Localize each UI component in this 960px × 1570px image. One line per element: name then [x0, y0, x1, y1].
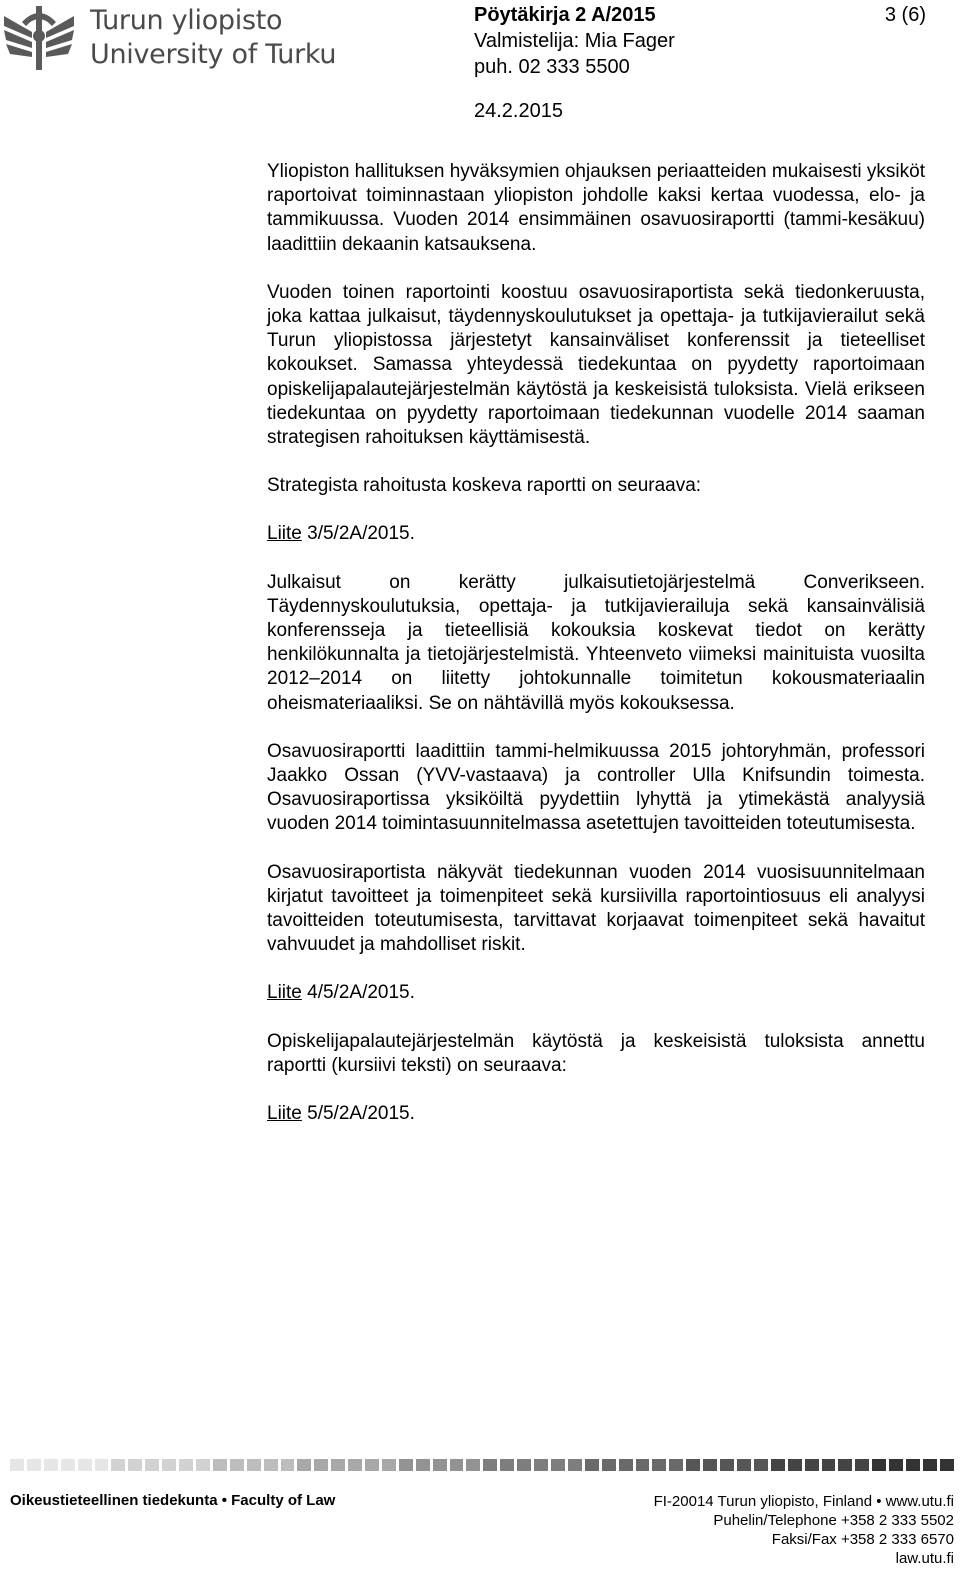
attachment-label: Liite	[267, 982, 302, 1004]
footer-bar-segment	[822, 1459, 836, 1471]
footer-bar-segment	[855, 1459, 869, 1471]
university-logo	[0, 0, 337, 80]
attachment-reference-3	[267, 1102, 925, 1126]
footer-bar-segment	[636, 1459, 650, 1471]
footer-bar-segment	[534, 1459, 548, 1471]
paragraph-4: Julkaisut on kerätty julkaisutietojärjestelmä Converikseen. Täydennyskoulutuksia, opettaja- ja tutkijavierailuja sekä kansainvälisiä konferensseja ja tieteellisiä kokouksia koskevat tiedot on kerätty henkilökunnalta ja tietojärjestelmistä. Yhteenveto viimeksi mainituista vuosilta 2012–2014 on liitetty johtokunnalle toimitetun kokousmateriaalin oheismateriaaliksi. Se on nähtävillä myös kokouksessa.	[267, 571, 925, 714]
footer-bar-segment	[382, 1459, 396, 1471]
document-title: Pöytäkirja 2 A/2015	[474, 4, 656, 26]
footer-bar-segment	[805, 1459, 819, 1471]
footer-bar-segment	[889, 1459, 903, 1471]
footer-bar-segment	[247, 1459, 261, 1471]
footer-bar-segment	[44, 1459, 58, 1471]
attachment-label: Liite	[267, 523, 302, 545]
footer-bar-segment	[872, 1459, 886, 1471]
footer-bar-segment	[500, 1459, 514, 1471]
telephone: Puhelin/Telephone +358 2 333 5502	[713, 1512, 954, 1529]
footer-bar-segment	[433, 1459, 447, 1471]
contact-info	[654, 1492, 954, 1568]
footer-bar-segment	[331, 1459, 345, 1471]
university-name-fi: Turun yliopisto	[90, 5, 283, 36]
footer-bar-segment	[230, 1459, 244, 1471]
footer-bar-segment	[923, 1459, 937, 1471]
footer-bar-segment	[213, 1459, 227, 1471]
footer-bar-segment	[737, 1459, 751, 1471]
footer-bar-segment	[111, 1459, 125, 1471]
footer-bar-segment	[652, 1459, 666, 1471]
footer-bar-segment	[720, 1459, 734, 1471]
university-name	[90, 4, 336, 72]
university-name-en: University of Turku	[90, 39, 337, 70]
footer-bar-segment	[416, 1459, 430, 1471]
document-date: 24.2.2015	[474, 100, 563, 122]
paragraph-7: Opiskelijapalautejärjestelmän käytöstä ja keskeisistä tuloksista annettu raportti (kursiivi teksti) on seuraava:	[267, 1030, 925, 1076]
paragraph-2: Vuoden toinen raportointi koostuu osavuosiraportista sekä tiedonkeruusta, joka kattaa julkaisut, täydennyskoulutukset ja opettaja- ja tutkijavierailut sekä Turun yliopistossa järjestetyt kansainväliset konferenssit ja tieteelliset kokoukset. Samassa yhteydessä tiedekuntaa on pyydetty raportoimaan opiskelijapalautejärjestelmän käytöstä ja keskeisistä tuloksista. Vielä erikseen tiedekuntaa on pyydetty raportoimaan tiedekunnan vuodelle 2014 saaman strategisen rahoituksen käyttämisestä.	[267, 281, 925, 449]
phone-number: puh. 02 333 5500	[474, 56, 630, 78]
footer-bar-segment	[771, 1459, 785, 1471]
footer-bar-segment	[61, 1459, 75, 1471]
footer-bar-segment	[179, 1459, 193, 1471]
website: law.utu.fi	[895, 1550, 954, 1567]
footer-bar-segment	[483, 1459, 497, 1471]
footer-bar-segment	[585, 1459, 599, 1471]
footer-bar-segment	[838, 1459, 852, 1471]
footer-bar-segment	[95, 1459, 109, 1471]
footer-bar-segment	[906, 1459, 920, 1471]
footer-bar-segment	[297, 1459, 311, 1471]
footer-bar-segment	[281, 1459, 295, 1471]
footer-bar-segment	[450, 1459, 464, 1471]
footer-bar-segment	[754, 1459, 768, 1471]
footer-bar-segment	[551, 1459, 565, 1471]
document-body	[267, 160, 925, 1150]
footer-bar-segment	[264, 1459, 278, 1471]
footer-bar-segment	[365, 1459, 379, 1471]
attachment-label: Liite	[267, 1103, 302, 1125]
footer-bar-segment	[686, 1459, 700, 1471]
footer-bar-segment	[669, 1459, 683, 1471]
footer-bar-segment	[10, 1459, 24, 1471]
footer-bar-segment	[145, 1459, 159, 1471]
footer-bar-segment	[602, 1459, 616, 1471]
attachment-reference-2	[267, 981, 925, 1005]
paragraph-1: Yliopiston hallituksen hyväksymien ohjauksen periaatteiden mukaisesti yksiköt raportoivat toiminnastaan yliopiston johdolle kaksi kertaa vuodessa, elo- ja tammikuussa. Vuoden 2014 ensimmäinen osavuosiraportti (tammi-kesäkuu) laadittiin dekaanin katsauksena.	[267, 161, 925, 255]
postal-address: FI-20014 Turun yliopisto, Finland • www.utu.fi	[653, 1493, 954, 1510]
footer-bar-segment	[703, 1459, 717, 1471]
paragraph-5: Osavuosiraportti laadittiin tammi-helmikuussa 2015 johtoryhmän, professori Jaakko Ossan (YVV-vastaava) ja controller Ulla Knifsundin toimesta. Osavuosiraportissa yksiköiltä pyydettiin lyhyttä ja ytimekästä analyysiä vuoden 2014 toimintasuunnitelmassa asetettujen tavoitteiden toteutumisesta.	[267, 740, 925, 835]
page-number: 3 (6)	[884, 4, 926, 26]
footer-bar-segment	[517, 1459, 531, 1471]
attachment-number: 4/5/2A/2015.	[301, 982, 415, 1004]
paragraph-3: Strategista rahoitusta koskeva raportti on seuraava:	[267, 475, 702, 497]
footer-bar-segment	[788, 1459, 802, 1471]
footer-bar-segment	[78, 1459, 92, 1471]
attachment-reference-1	[267, 522, 925, 546]
preparer: Valmistelija: Mia Fager	[474, 30, 675, 52]
fax: Faksi/Fax +358 2 333 6570	[771, 1531, 954, 1548]
footer-bar-segment	[314, 1459, 328, 1471]
footer-bar-segment	[162, 1459, 176, 1471]
faculty-name: Oikeustieteellinen tiedekunta • Faculty of Law	[10, 1492, 336, 1509]
document-header	[474, 2, 934, 80]
footer-bar-segment	[466, 1459, 480, 1471]
footer-bar-segment	[348, 1459, 362, 1471]
footer-bar-segment	[568, 1459, 582, 1471]
footer-bar-segment	[940, 1459, 954, 1471]
footer-bar-segment	[196, 1459, 210, 1471]
university-emblem-icon	[2, 2, 76, 74]
attachment-number: 5/5/2A/2015.	[301, 1103, 415, 1125]
footer-bar-segment	[619, 1459, 633, 1471]
attachment-number: 3/5/2A/2015.	[301, 523, 415, 545]
paragraph-6: Osavuosiraportista näkyvät tiedekunnan vuoden 2014 vuosisuunnitelmaan kirjatut tavoitteet ja toimenpiteet sekä kursiivilla raportointiosuus eli analyysi tavoitteiden toteutumisesta, tarvittavat korjaavat toimenpiteet sekä havaitut vahvuudet ja mahdolliset riskit.	[267, 861, 925, 956]
footer-bar-segment	[399, 1459, 413, 1471]
footer-gradient-bar	[10, 1459, 954, 1471]
footer-bar-segment	[128, 1459, 142, 1471]
footer-bar-segment	[27, 1459, 41, 1471]
